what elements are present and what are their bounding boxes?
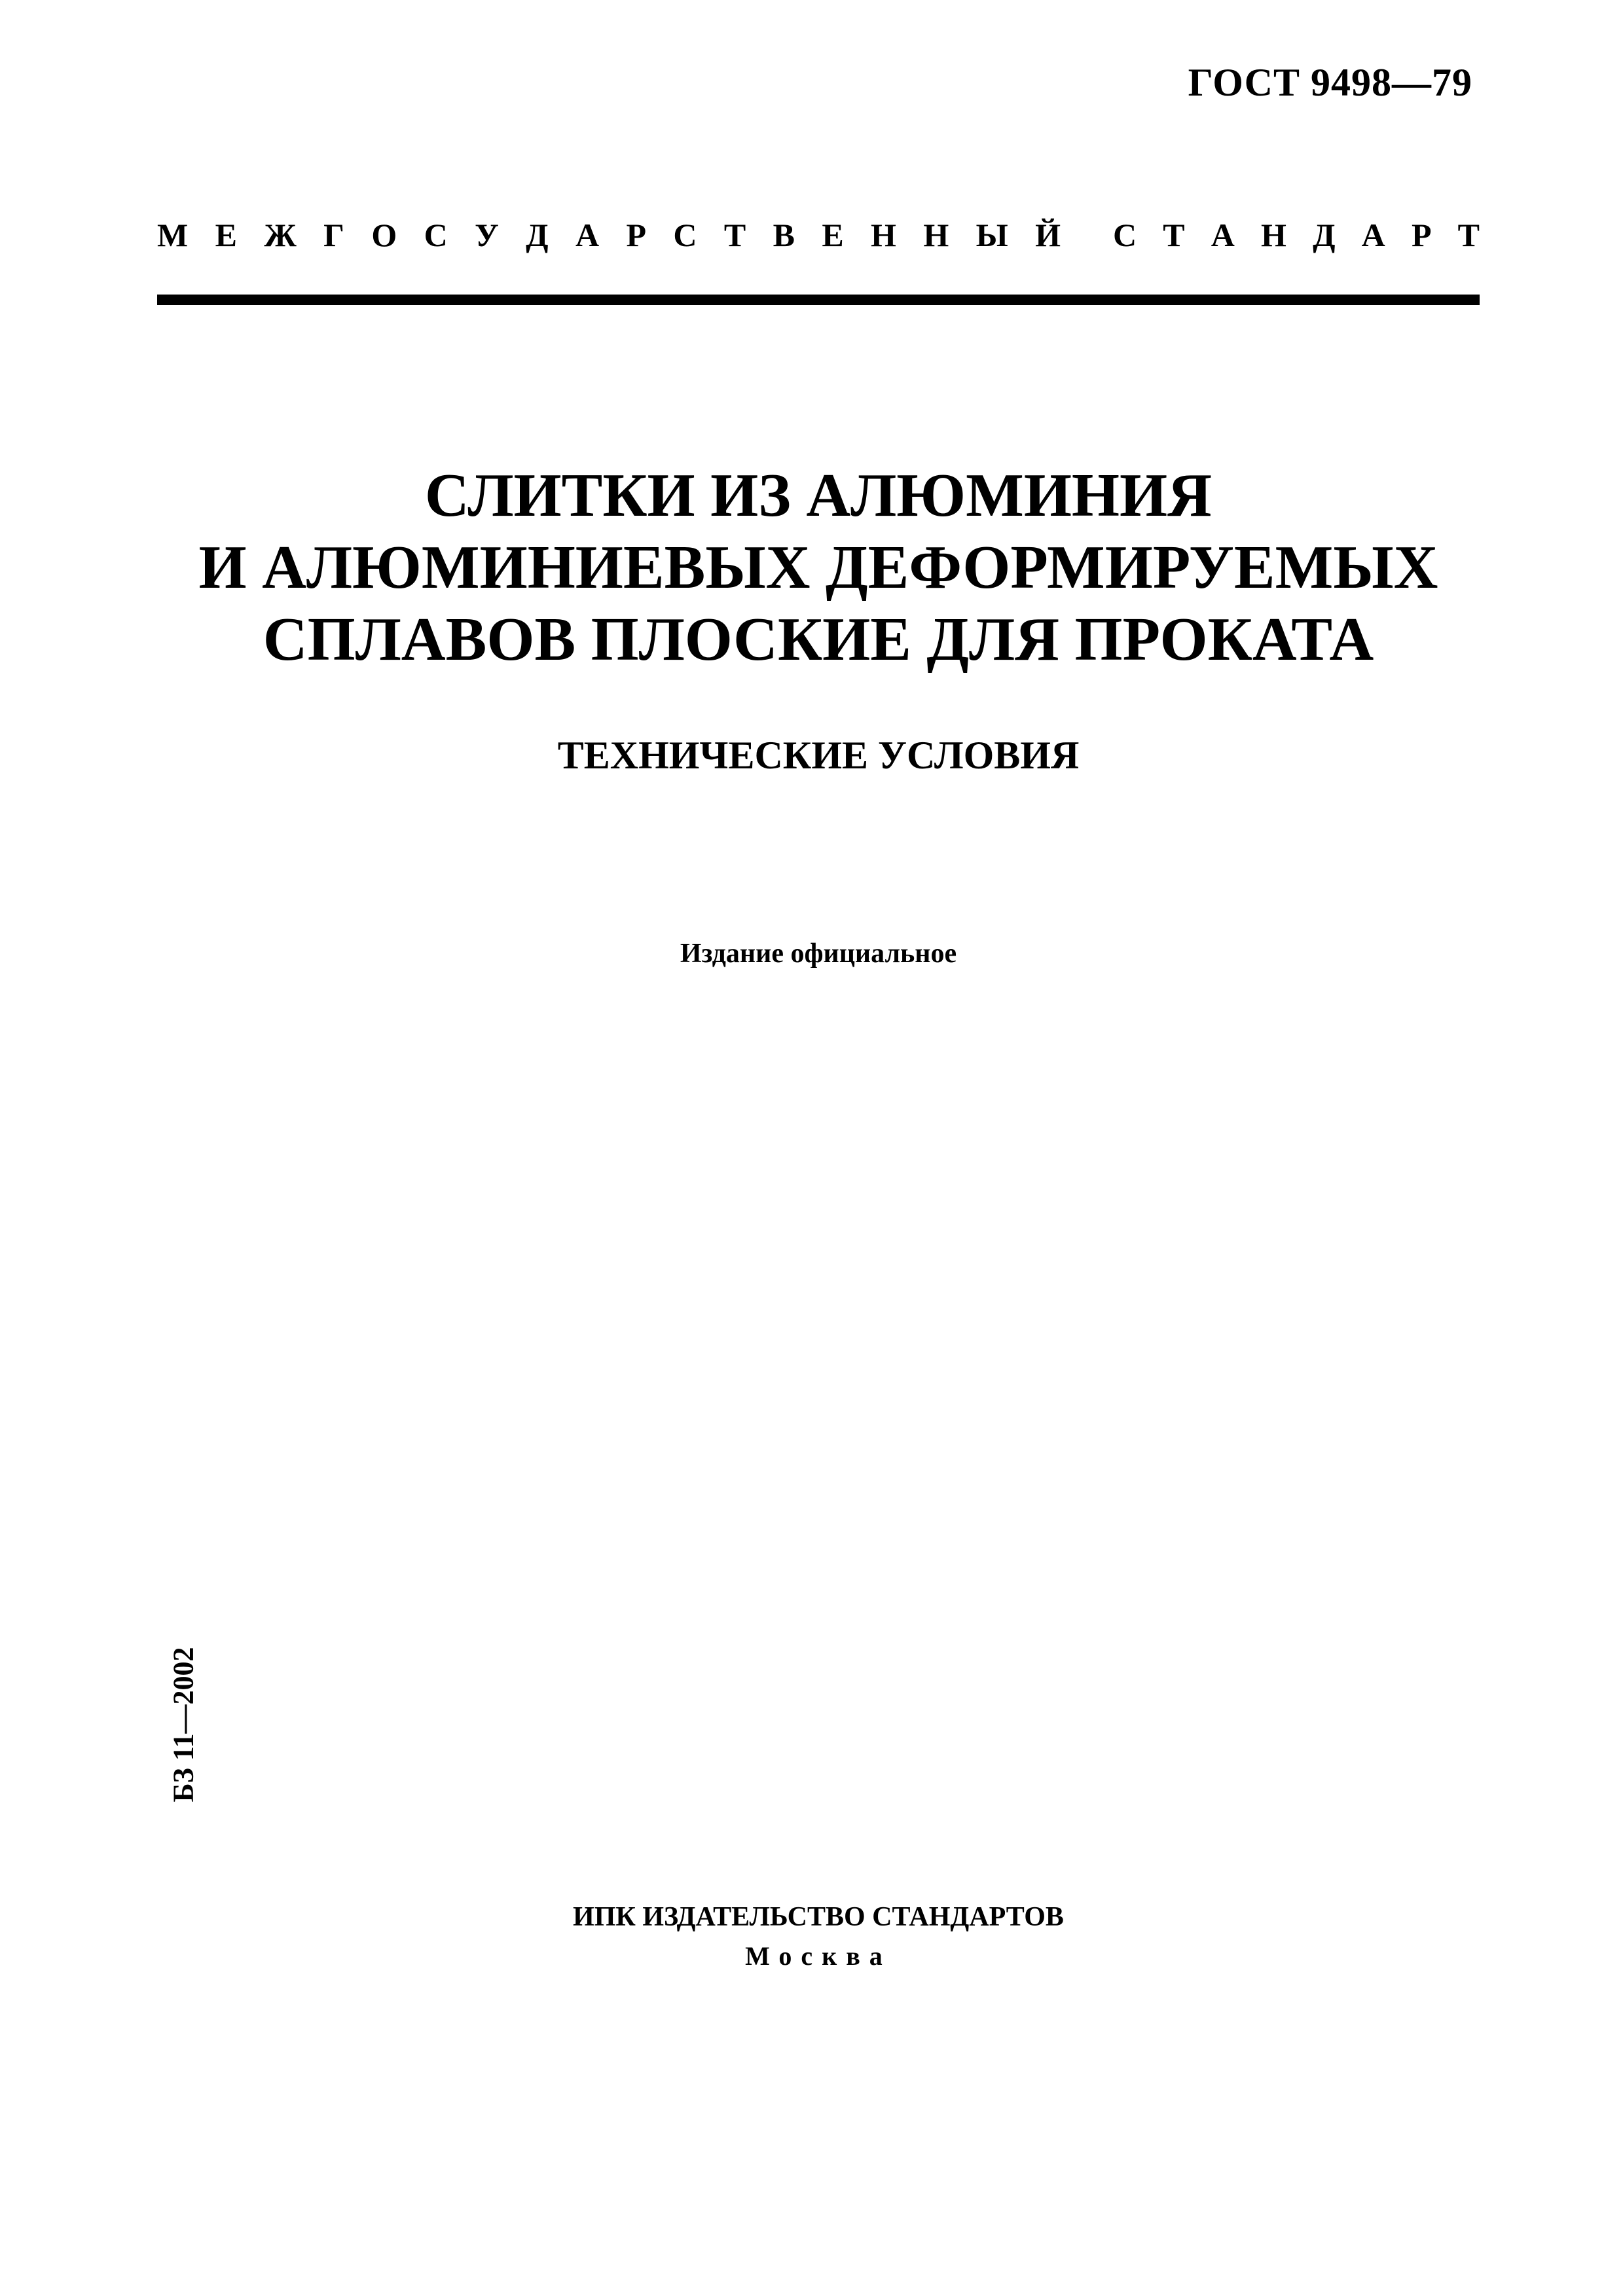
heading-letter: С: [673, 217, 697, 253]
heading-letter: Н: [1261, 217, 1286, 253]
heading-letter: В: [773, 217, 795, 253]
side-catalog-code-text: БЗ 11—2002: [167, 1647, 200, 1803]
publisher-city: Москва: [745, 1941, 892, 1971]
heading-letter: Ы: [976, 217, 1008, 253]
title-line-1: СЛИТКИ ИЗ АЛЮМИНИЯ: [424, 461, 1213, 529]
standard-type-word-standard: [1113, 216, 1480, 254]
document-title: [157, 459, 1480, 675]
heading-letter: У: [475, 217, 499, 253]
heading-letter: Д: [1313, 217, 1336, 253]
title-line-2: И АЛЮМИНИЕВЫХ ДЕФОРМИРУЕМЫХ: [198, 533, 1438, 601]
heading-letter: А: [575, 217, 600, 253]
heading-letter: Е: [215, 217, 237, 253]
heading-letter: Р: [1411, 217, 1432, 253]
standard-type-heading: [157, 216, 1480, 254]
heading-letter: А: [1211, 217, 1235, 253]
publisher-name: ИПК ИЗДАТЕЛЬСТВО СТАНДАРТОВ: [573, 1902, 1064, 1932]
document-subtitle: ТЕХНИЧЕСКИЕ УСЛОВИЯ: [557, 734, 1080, 777]
standard-code: ГОСТ 9498—79: [1188, 61, 1472, 104]
header-divider: [157, 295, 1480, 305]
side-catalog-code: [157, 1636, 210, 1813]
heading-letter: О: [371, 217, 397, 253]
heading-letter: Й: [1035, 217, 1061, 253]
heading-letter: Т: [1457, 217, 1480, 253]
heading-letter: Н: [871, 217, 896, 253]
heading-letter: Н: [923, 217, 949, 253]
title-line-3: СПЛАВОВ ПЛОСКИЕ ДЛЯ ПРОКАТА: [263, 605, 1374, 673]
heading-letter: Р: [626, 217, 646, 253]
heading-letter: С: [424, 217, 448, 253]
heading-letter: Ж: [264, 217, 297, 253]
heading-letter: Т: [1163, 217, 1185, 253]
heading-letter: С: [1113, 217, 1137, 253]
heading-letter: Е: [822, 217, 844, 253]
heading-letter: А: [1361, 217, 1385, 253]
heading-letter: Д: [526, 217, 549, 253]
edition-label: Издание официальное: [680, 939, 957, 969]
heading-letter: Г: [323, 217, 344, 253]
heading-letter: М: [157, 217, 189, 253]
standard-type-word-interstate: [157, 216, 1061, 254]
heading-letter: Т: [723, 217, 746, 253]
